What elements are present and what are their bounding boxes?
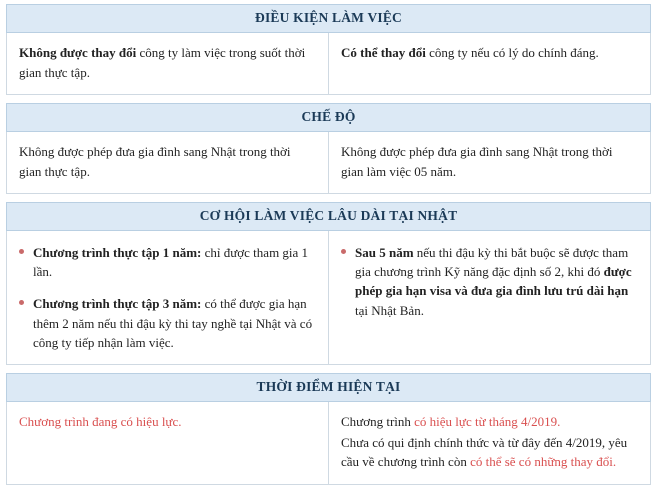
section-header-row bbox=[7, 203, 651, 231]
bullet-rest: có thể được gia hạn thêm 2 năm nếu thi đậu kỳ thi tay nghề tại Nhật và có công ty tiếp nhận làm việc. bbox=[33, 296, 313, 350]
cell-che-do-left bbox=[7, 132, 329, 194]
cell-dieu-kien-right bbox=[329, 33, 651, 95]
bullet-bold-tail: được phép gia hạn visa và đưa gia đình lưu trú dài hạn bbox=[355, 264, 632, 299]
bullet-rest: nếu thi đậu kỳ thi bắt buộc sẽ được tham gia chương trình Kỹ năng đặc định số 2, khi đó bbox=[355, 245, 629, 280]
bullet-list-right bbox=[341, 243, 638, 320]
section-table-dieu-kien-lam-viec bbox=[6, 4, 651, 95]
bullet-lead: Sau 5 năm bbox=[355, 245, 414, 260]
cell-dieu-kien-left bbox=[7, 33, 329, 95]
list-item bbox=[19, 294, 316, 352]
cell-dieu-kien-right-rest: công ty nếu có lý do chính đáng. bbox=[425, 45, 599, 60]
bullet-lead: Chương trình thực tập 1 năm: bbox=[33, 245, 202, 260]
section-header-row bbox=[7, 104, 651, 132]
cell-thoi-diem-right bbox=[329, 402, 651, 485]
bullet-rest: chỉ được tham gia 1 lần. bbox=[33, 245, 309, 280]
cell-co-hoi-left bbox=[7, 231, 329, 365]
cell-dieu-kien-left-rest: công ty làm việc trong suốt thời gian thực tập. bbox=[19, 45, 306, 80]
line-2-red: có thể sẽ có những thay đổi. bbox=[470, 454, 617, 470]
section-header-dieu-kien-lam-viec: ĐIỀU KIỆN LÀM VIỆC bbox=[7, 5, 651, 33]
section-header-thoi-diem-hien-tai: THỜI ĐIỂM HIỆN TẠI bbox=[7, 374, 651, 402]
cell-dieu-kien-left-lead: Không được thay đổi bbox=[19, 45, 137, 60]
cell-che-do-right bbox=[329, 132, 651, 194]
section-header-co-hoi-lam-viec: CƠ HỘI LÀM VIỆC LÂU DÀI TẠI NHẬT bbox=[7, 203, 651, 231]
section-header-che-do: CHẾ ĐỘ bbox=[7, 104, 651, 132]
section-content-row bbox=[7, 33, 651, 95]
cell-thoi-diem-left-text: Chương trình đang có hiệu lực. bbox=[19, 414, 182, 430]
section-content-row bbox=[7, 231, 651, 365]
cell-thoi-diem-right-line-1 bbox=[341, 412, 638, 432]
list-item bbox=[19, 243, 316, 281]
cell-dieu-kien-left-text bbox=[19, 43, 316, 82]
section-spacer-2 bbox=[0, 194, 657, 198]
section-header-row bbox=[7, 374, 651, 402]
bullet-list-left bbox=[19, 243, 316, 352]
cell-che-do-left-text: Không được phép đưa gia đình sang Nhật trong thời gian thực tập. bbox=[19, 144, 291, 179]
cell-che-do-right-text: Không được phép đưa gia đình sang Nhật trong thời gian làm việc 05 năm. bbox=[341, 144, 613, 179]
line-2-plain: Chưa có qui định chính thức và từ đây đến 4/2019, yêu cầu về chương trình còn bbox=[341, 434, 628, 470]
list-item bbox=[341, 243, 638, 320]
cell-co-hoi-right bbox=[329, 231, 651, 365]
cell-thoi-diem-right-line-2 bbox=[341, 433, 638, 472]
bullet-tail: tại Nhật Bản. bbox=[355, 302, 424, 318]
section-content-row bbox=[7, 402, 651, 485]
section-header-row bbox=[7, 5, 651, 33]
section-table-co-hoi-lam-viec bbox=[6, 202, 651, 365]
line-1-plain: Chương trình bbox=[341, 414, 415, 430]
section-table-che-do bbox=[6, 103, 651, 194]
cell-dieu-kien-right-text bbox=[341, 43, 638, 63]
section-spacer-1 bbox=[0, 95, 657, 99]
bullet-lead: Chương trình thực tập 3 năm: bbox=[33, 296, 202, 312]
section-spacer-3 bbox=[0, 365, 657, 369]
cell-thoi-diem-left bbox=[7, 402, 329, 485]
line-1-red: có hiệu lực từ tháng 4/2019. bbox=[414, 414, 561, 430]
cell-dieu-kien-right-lead: Có thể thay đổi bbox=[341, 45, 426, 60]
section-content-row bbox=[7, 132, 651, 194]
section-table-thoi-diem-hien-tai bbox=[6, 373, 651, 485]
